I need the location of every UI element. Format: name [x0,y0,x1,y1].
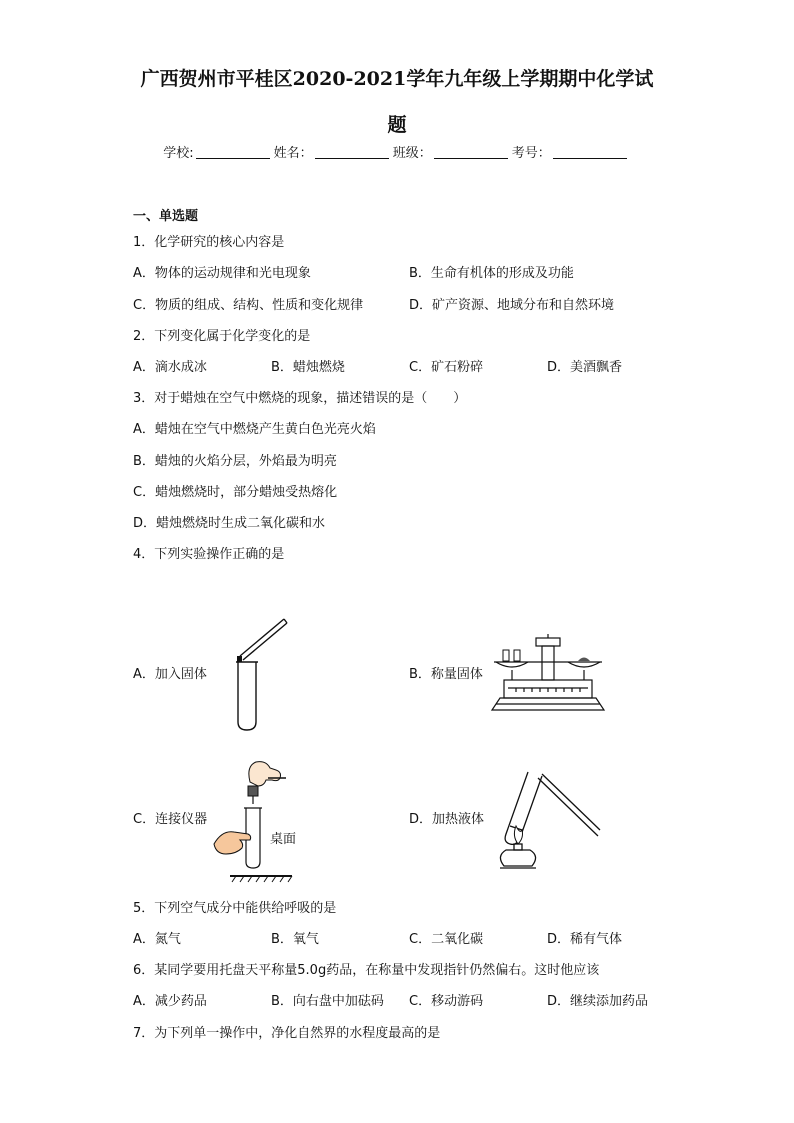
question-4-stem: 4．下列实验操作正确的是 [133,547,285,562]
q3-option-b[interactable]: B．蜡烛的火焰分层，外焰最为明亮 [133,454,337,469]
q4-option-d[interactable]: D．加热液体 [409,812,485,827]
question-5-stem: 5．下列空气成分中能供给呼吸的是 [133,901,337,916]
section-title: 一、单选题 [133,209,199,224]
q4-option-b[interactable]: B．称量固体 [409,667,483,682]
page-title: 广西贺州市平桂区2020-2021学年九年级上学期期中化学试 [140,68,654,90]
exam-no-label: 考号： [511,146,551,161]
q4-option-a[interactable]: A．加入固体 [133,667,207,682]
q6-option-a[interactable]: A．减少药品 [133,994,207,1009]
q1-option-c[interactable]: C．物质的组成、结构、性质和变化规律 [133,298,364,313]
q2-option-b[interactable]: B．蜡烛燃烧 [271,360,345,375]
name-blank[interactable] [315,144,389,159]
test-tube-with-forceps-icon [228,612,298,734]
q3-option-d[interactable]: D．蜡烛燃烧时生成二氧化碳和水 [133,516,326,531]
q4-option-c[interactable]: C．连接仪器 [133,812,208,827]
question-7-stem: 7．为下列单一操作中，净化自然界的水程度最高的是 [133,1026,441,1041]
balance-scale-icon [488,632,608,714]
heating-liquid-icon [488,764,602,878]
q6-option-d[interactable]: D．继续添加药品 [547,994,649,1009]
q2-option-d[interactable]: D．美酒飘香 [547,360,623,375]
exam-no-blank[interactable] [553,144,627,159]
student-info-row [0,144,794,164]
q1-option-a[interactable]: A．物体的运动规律和光电现象 [133,266,311,281]
connect-apparatus-icon [212,756,297,884]
q2-option-c[interactable]: C．矿石粉碎 [409,360,484,375]
school-label: 学校: [163,146,194,161]
q4-figure-label-desk: 桌面 [270,832,297,847]
q1-option-b[interactable]: B．生命有机体的形成及功能 [409,266,574,281]
q3-option-a[interactable]: A．蜡烛在空气中燃烧产生黄白色光亮火焰 [133,422,376,437]
q5-option-c[interactable]: C．二氧化碳 [409,932,484,947]
class-label: 班级： [392,146,432,161]
name-label: 姓名： [273,146,313,161]
q1-option-d[interactable]: D．矿产资源、地域分布和自然环境 [409,298,615,313]
q2-option-a[interactable]: A．滴水成冰 [133,360,207,375]
question-6-stem: 6．某同学要用托盘天平称量5.0g药品，在称量中发现指针仍然偏右。这时他应该 [133,963,600,978]
class-blank[interactable] [434,144,508,159]
q5-option-a[interactable]: A．氮气 [133,932,181,947]
question-2-stem: 2．下列变化属于化学变化的是 [133,329,311,344]
q5-option-b[interactable]: B．氧气 [271,932,319,947]
q6-option-b[interactable]: B．向右盘中加砝码 [271,994,384,1009]
q5-option-d[interactable]: D．稀有气体 [547,932,623,947]
q6-option-c[interactable]: C．移动游码 [409,994,484,1009]
question-1-stem: 1．化学研究的核心内容是 [133,235,285,250]
page-title-continued: 题 [387,114,407,136]
question-3-stem: 3．对于蜡烛在空气中燃烧的现象，描述错误的是（ ） [133,391,467,406]
school-blank[interactable] [196,144,270,159]
q3-option-c[interactable]: C．蜡烛燃烧时，部分蜡烛受热熔化 [133,485,338,500]
